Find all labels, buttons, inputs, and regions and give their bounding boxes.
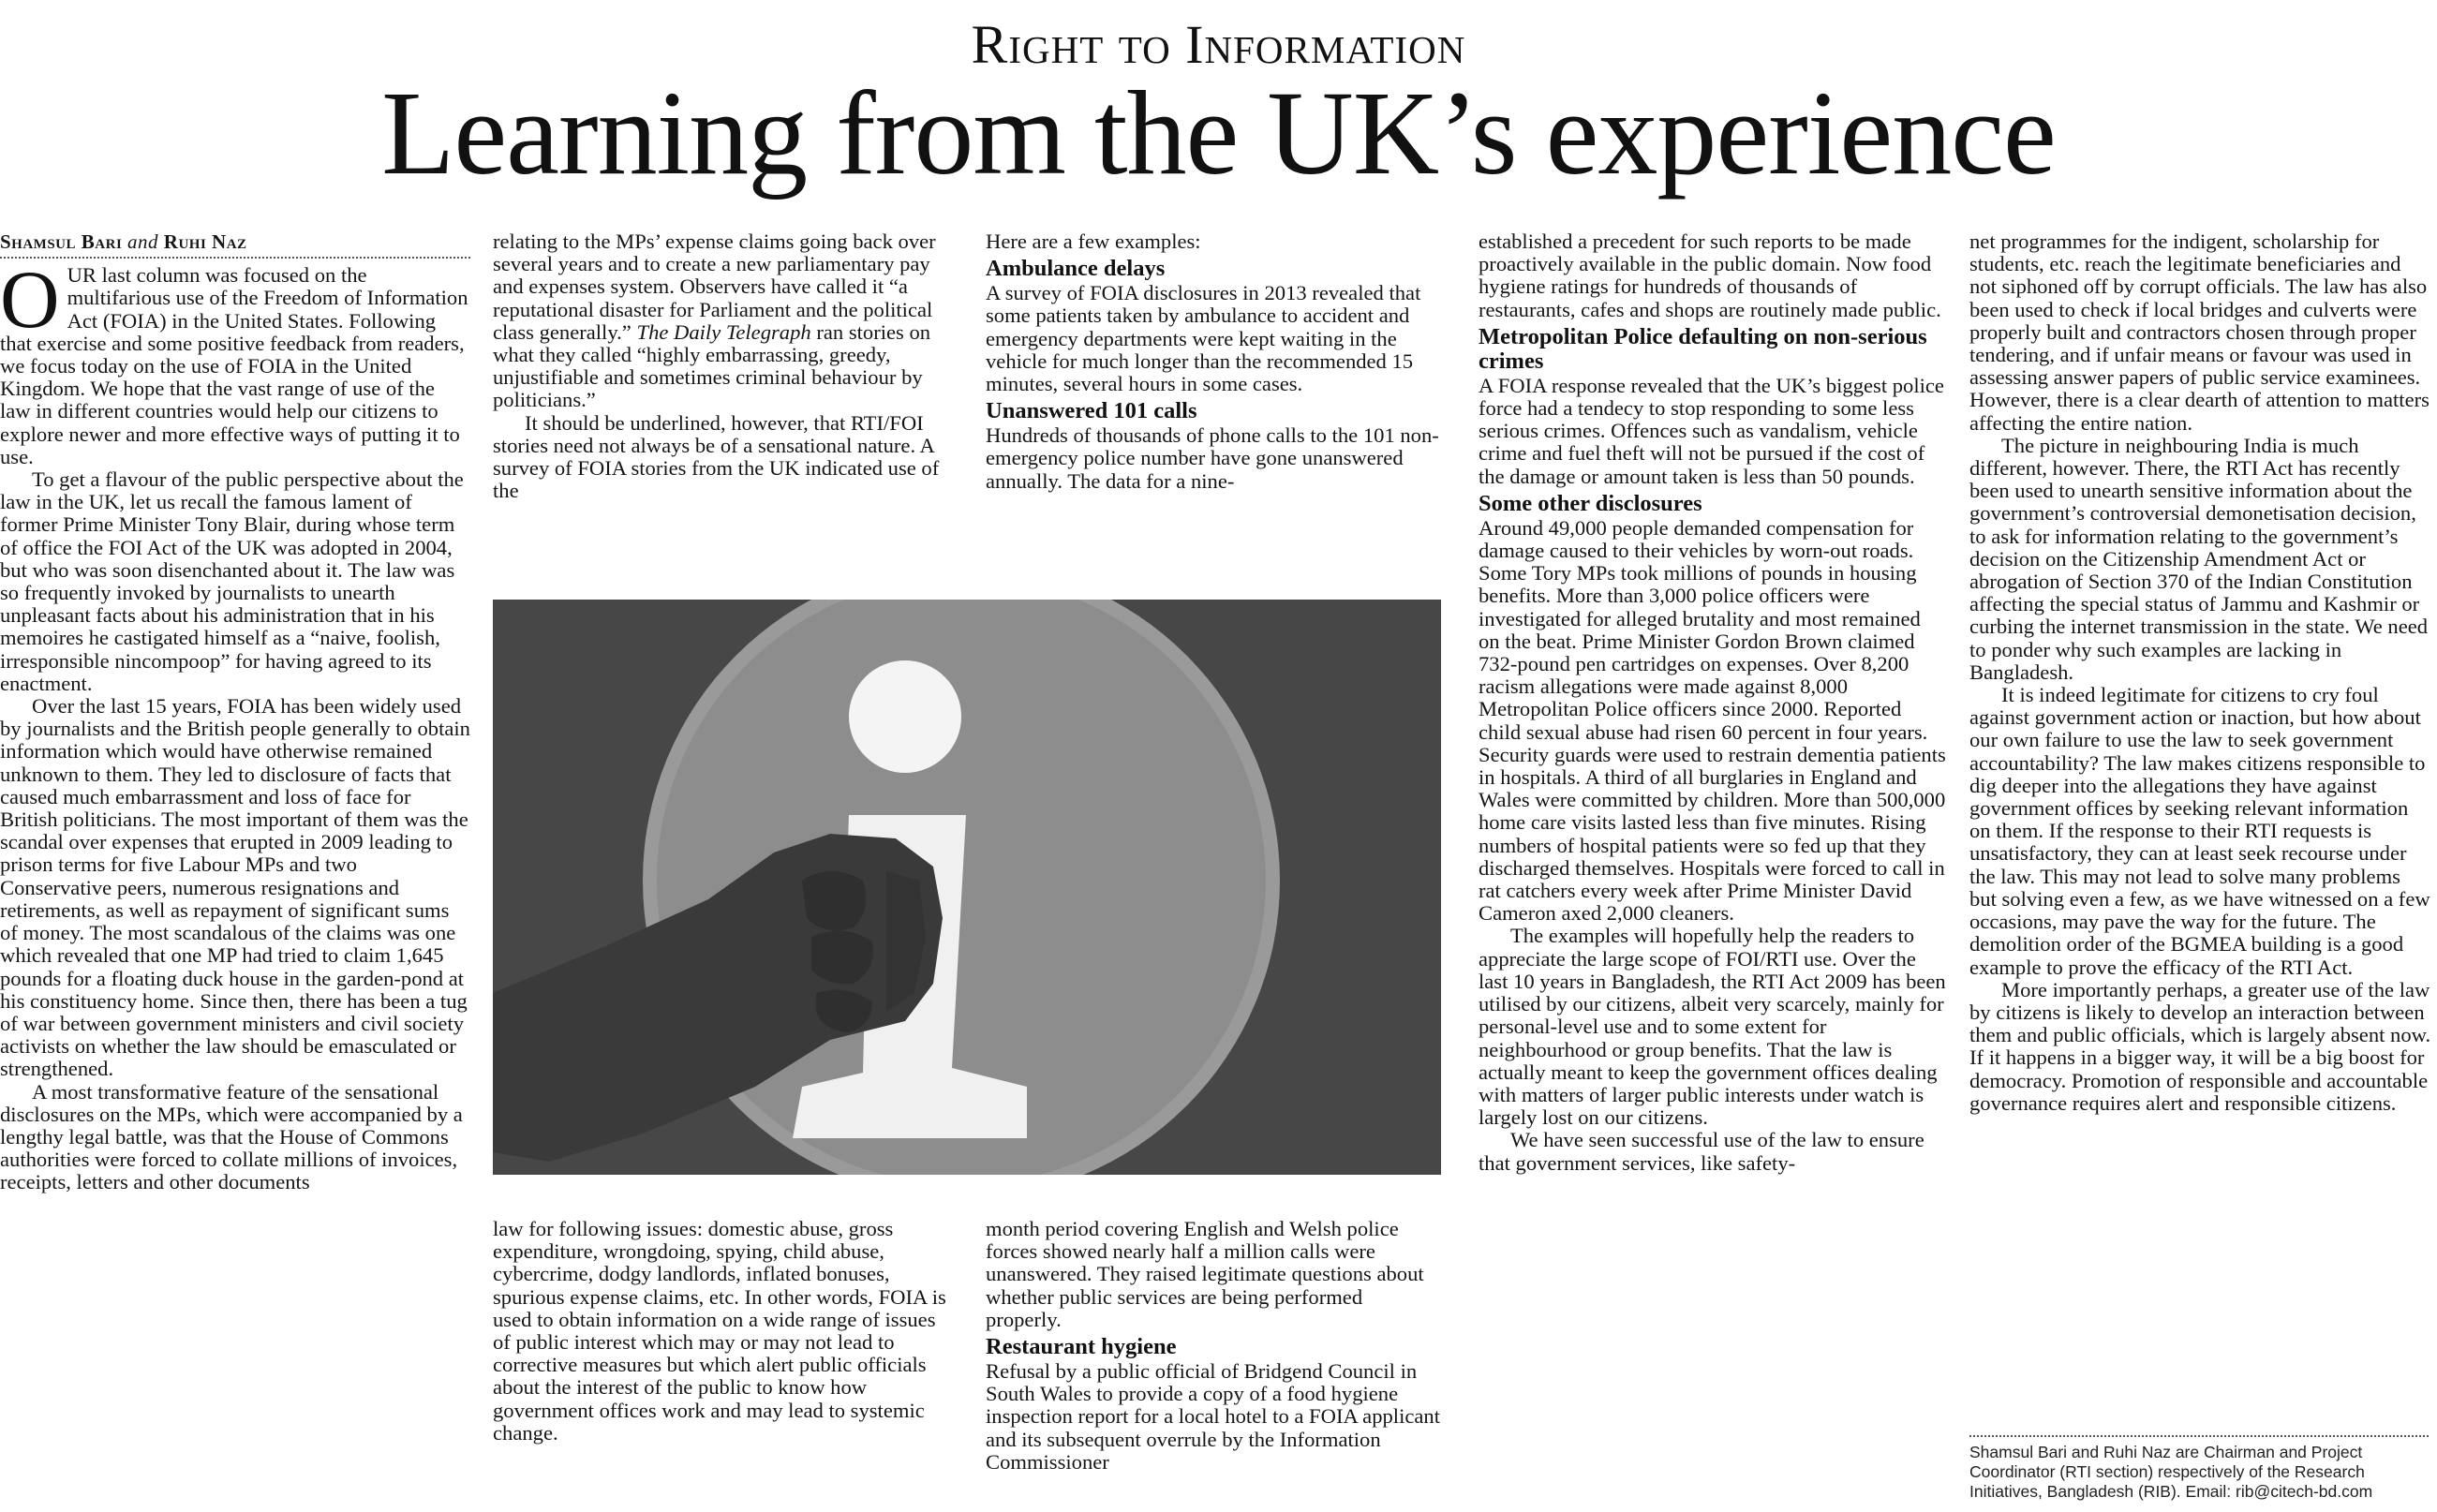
paragraph: established a precedent for such reports to be made proactively available in the public domain. Now food hygiene ratings for hundreds of thousands of restaurants, cafes and shops are routinely made public. — [1479, 230, 1941, 321]
paragraph: To get a flavour of the public perspective about the law in the UK, let us recall the famous lament of former Prime Minister Tony Blair, during whose term of office the FOI Act of the UK was adopted in 2004, but who was soon disenchanted about it. The law was so frequently invoked by journalists to unearth unpleasant facts about his administration that in his memoires he castigated himself as a “naive, foolish, irresponsible nincompoop” for having agreed to its enactment. — [0, 467, 464, 695]
paragraph-text: UR last column was focused on the multifarious use of the Freedom of Information Act (FOIA) in the United States. Following that exercise and some positive feedback from readers, we focus today on the use of FOIA in the United Kingdom. We hope that the vast range of use of the law in different countries would help our citizens to explore newer and more effective ways of putting it to use. — [0, 263, 468, 468]
paragraph: More importantly perhaps, a greater use of the law by citizens is likely to develop an interaction between them and public officials, which is largely absent now. If it happens in a bigger way, it will be a big boost for democracy. Promotion of responsible and accountable governance requires alert and responsible citizens. — [1969, 977, 2431, 1115]
column-2-bottom — [493, 1218, 948, 1512]
paragraph: Hundreds of thousands of phone calls to the 101 non-emergency police number have gone unanswered annually. The data for a nine- — [986, 423, 1439, 493]
paragraph: The examples will hopefully help the readers to appreciate the large scope of FOI/RTI use. Over the last 10 years in Bangladesh, the RTI Act 2009 has been utilised by our citizens, albeit very scarcely, mainly for personal-level use and to some extent for neighbourhood or group benefits. That the law is actually meant to keep the government offices dealing with matters of larger public interests under watch is largely lost on our citizens. — [1479, 924, 1946, 1130]
column-3-top — [986, 230, 1441, 586]
subheading: Metropolitan Police defaulting on non-serious crimes — [1479, 323, 1927, 374]
paragraph: It should be underlined, however, that RTI/FOI stories need not always be of a sensational nature. A survey of FOIA stories from the UK indicated use of the — [493, 410, 940, 503]
paragraph: The picture in neighbouring India is much different, however. There, the RTI Act has recently been used to unearth sensitive information about the government’s controversial demonetisation decision, to ask for information relating to the government’s decision on the Citizenship Amendment Act or abrogation of Section 370 of the Indian Constitution affecting the special status of Jammu and Kashmir or curbing the internet transmission in the state. We need to ponder why such examples are lacking in Bangladesh. — [1969, 433, 2429, 684]
paragraph-text: relating to the MPs’ expense claims going back over several years and to create a new parliamentary pay and expenses system. Observers have called it “a reputational disaster for Parliament and the political class generally.” — [493, 230, 936, 344]
byline — [0, 230, 470, 259]
paragraph — [493, 230, 948, 412]
paragraph: law for following issues: domestic abuse, gross expenditure, wrongdoing, spying, child abuse, cybercrime, dodgy landlords, inflated bonuses, spurious expense claims, etc. In other words, FOIA is used to obtain information on a wide range of issues of public interest which may or may not lead to corrective measures but which alert public officials about the interest of the public to know how government offices work and may lead to systemic change. — [493, 1218, 946, 1445]
column-5 — [1969, 230, 2432, 1430]
paragraph: Over the last 15 years, FOIA has been widely used by journalists and the British people generally to obtain information which would have otherwise remained unknown to them. They led to disclosure of facts that caused much embarrassment and loss of face for British politicians. The most important of them was the scandal over expenses that erupted in 2009 leading to prison terms for five Labour MPs and two Conservative peers, numerous resignations and retirements, as well as repayment of significant sums of money. The most scandalous of the claims was one which revealed that one MP had tried to claim 1,645 pounds for a floating duck house in the garden-pond at his constituency home. Since then, there has been a tug of war between government ministers and civil society activists on whether the law should be emasculated or strengthened. — [0, 694, 470, 1081]
article-headline: Learning from the UK’s experience — [381, 67, 2056, 200]
subheading: Ambulance delays — [986, 256, 1166, 282]
paragraph: Here are a few examples: — [986, 230, 1201, 253]
column-3-bottom — [986, 1218, 1441, 1512]
paragraph: It is indeed legitimate for citizens to cry foul against government action or inaction, but how about our own failure to use the law to seek government accountability? The law makes citizens responsible to dig deeper into the allegations they have against government offices by seeking relevant information on them. If the response to their RTI requests is unsatisfactory, they can at least seek recourse under the law. This may not lead to solve many problems but solving even a few, as we have witnessed on a few occasions, may pave the way for the future. The demolition order of the BGMEA building is a good example to prove the efficacy of the RTI Act. — [1969, 683, 2430, 979]
author-2: Ruhi Naz — [163, 230, 247, 253]
section-kicker: Right to Information — [971, 14, 1466, 75]
paragraph: We have seen successful use of the law to ensure that government services, like safety- — [1479, 1128, 1924, 1175]
paragraph — [0, 255, 470, 468]
paragraph: Around 49,000 people demanded compensation for damage caused to their vehicles by worn-out roads. Some Tory MPs took millions of pounds in housing benefits. More than 3,000 police officers were investigated for alleged brutality and most remained on the beat. Prime Minister Gordon Brown claimed 732-pound pen cartridges on expenses. Over 8,200 racism allegations were made against 8,000 Metropolitan Police officers since 2000. Reported child sexual abuse had risen 60 percent in four years. Security guards were used to restrain dementia patients in hospitals. A third of all burglaries in England and Wales were committed by children. More than 500,000 home care visits lasted less than five minutes. Rising numbers of hospital patients were so fed up that they discharged themselves. Hospitals were forced to call in rat catchers every week after Prime Minister David Cameron axed 2,000 cleaners. — [1479, 515, 1946, 926]
column-1 — [0, 230, 470, 1512]
column-4 — [1479, 230, 1947, 1512]
paragraph: A FOIA response revealed that the UK’s biggest police force had a tendecy to stop responding to some less serious crimes. Offences such as vandalism, vehicle crime and fuel theft will not be pursued if the cost of the damage or amount taken is less than 50 pounds. — [1479, 373, 1944, 488]
byline-conjunction: and — [127, 230, 159, 253]
paragraph-text: ran stories on what they called “highly embarrassing, greedy, unjustifiable and sometimes criminal behaviour by politicians.” — [493, 319, 931, 412]
column-2-top — [493, 230, 948, 586]
paragraph: A survey of FOIA disclosures in 2013 revealed that some patients taken by ambulance to accident and emergency departments were kept waiting in the vehicle for much longer than the recommended 15 minutes, several hours in some cases. — [986, 281, 1421, 396]
subheading: Restaurant hygiene — [986, 1334, 1177, 1360]
publication-name: The Daily Telegraph — [636, 319, 811, 344]
author-footnote: Shamsul Bari and Ruhi Naz are Chairman and Project Coordinator (RTI section) respectively of the Research Initiatives, Bangladesh (RIB). Email: rib@citech-bd.com — [1969, 1435, 2429, 1502]
rti-illustration — [493, 600, 1441, 1175]
paragraph: Refusal by a public official of Bridgend Council in South Wales to provide a copy of a food hygiene inspection report for a local hotel to a FOIA applicant and its subsequent overrule by the Information Commissioner — [986, 1359, 1440, 1474]
subheading: Some other disclosures — [1479, 490, 1702, 516]
paragraph: month period covering English and Welsh police forces showed nearly half a million calls were unanswered. They raised legitimate questions about whether public services are being performed properly. — [986, 1218, 1424, 1331]
info-fist-icon — [493, 600, 1441, 1175]
paragraph: A most transformative feature of the sensational disclosures on the MPs, which were accompanied by a lengthy legal battle, was that the House of Commons authorities were forced to collate millions of invoices, receipts, letters and other documents — [0, 1079, 463, 1194]
paragraph: net programmes for the indigent, scholarship for students, etc. reach the legitimate beneficiaries and not siphoned off by corrupt officials. The law has also been used to check if local bridges and culverts were properly built and contractors chosen through proper tendering, and if unfair means or favour was used in assessing answer papers of public service examinees. However, there is a clear dearth of attention to matters affecting the entire nation. — [1969, 230, 2430, 435]
author-1: Shamsul Bari — [0, 230, 123, 253]
drop-cap: O — [0, 255, 60, 347]
subheading: Unanswered 101 calls — [986, 398, 1197, 424]
